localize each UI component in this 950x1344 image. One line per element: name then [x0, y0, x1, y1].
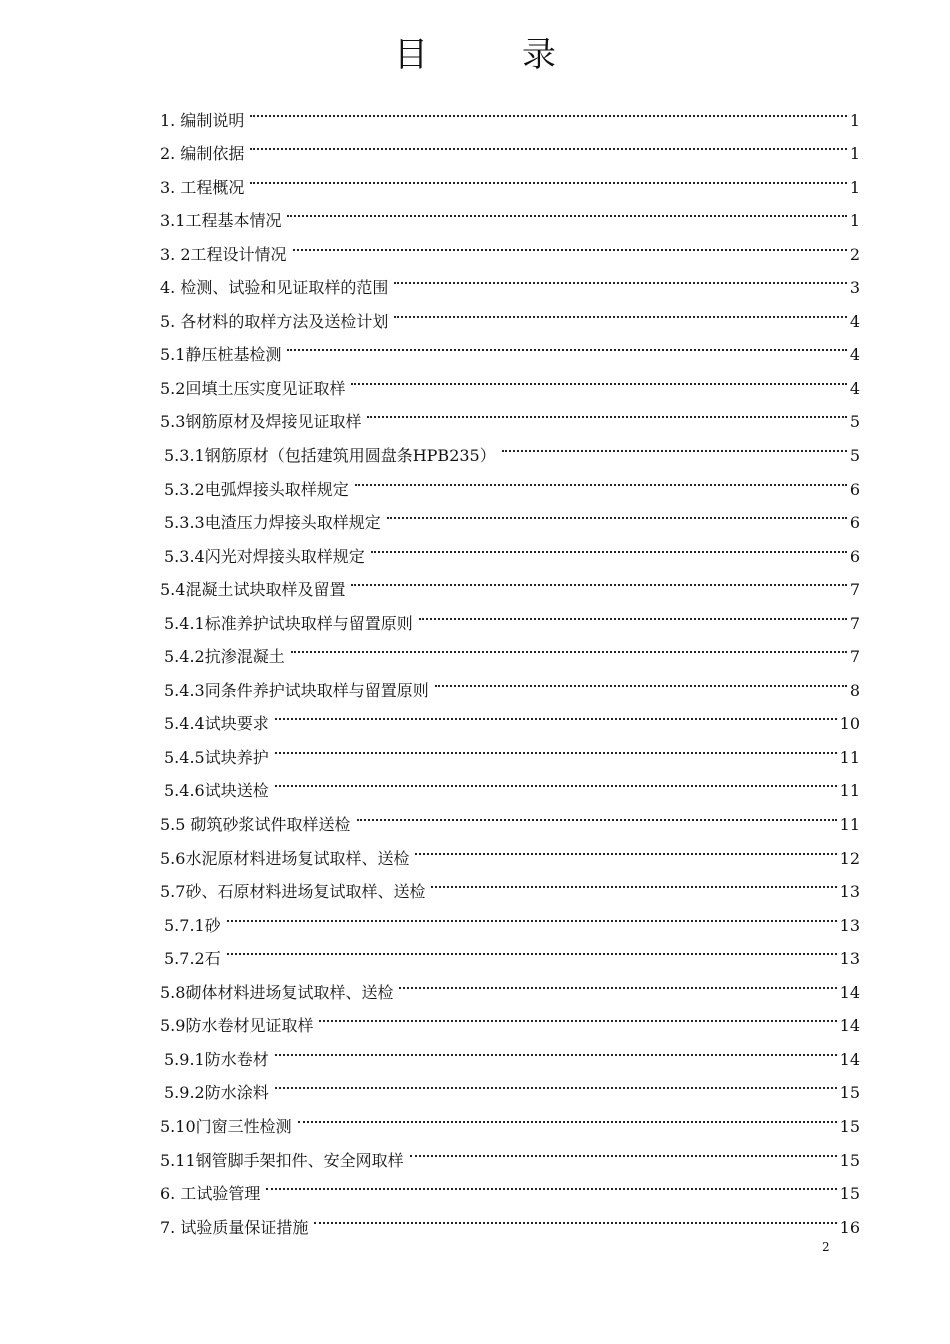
toc-entry-page: 6: [849, 479, 860, 499]
toc-dot-leader: [250, 159, 846, 193]
toc-entry-label: 5.4.1标准养护试块取样与留置原则: [164, 613, 413, 633]
toc-dot-leader: [275, 696, 837, 730]
toc-dot-leader: [435, 662, 847, 696]
toc-entry-label: 4. 检测、试验和见证取样的范围: [160, 278, 389, 298]
toc-dot-leader: [319, 998, 836, 1032]
toc-dot-leader: [275, 763, 837, 797]
toc-entry-page: 1: [849, 110, 860, 130]
toc-entry-page: 8: [849, 680, 860, 700]
toc-dot-leader: [250, 126, 846, 160]
toc-entry-label: 5.3.3电渣压力焊接头取样规定: [164, 513, 381, 533]
toc-entry[interactable]: [160, 964, 860, 1002]
toc-entry-label: 5.9.1防水卷材: [164, 1049, 269, 1069]
toc-entry-label: 5.2回填土压实度见证取样: [160, 378, 346, 398]
toc-dot-leader: [394, 260, 846, 294]
toc-entry-page: 14: [839, 1049, 860, 1069]
toc-dot-leader: [298, 1098, 837, 1132]
toc-entry-page: 16: [839, 1217, 860, 1237]
toc-entry-page: 12: [839, 848, 860, 868]
toc-entry-label: 6. 工试验管理: [160, 1184, 261, 1204]
toc-entry-label: 5.3钢筋原材及焊接见证取样: [160, 412, 362, 432]
toc-dot-leader: [291, 629, 847, 663]
toc-dot-leader: [227, 897, 837, 931]
toc-entry-page: 1: [849, 144, 860, 164]
toc-entry-label: 5.3.1钢筋原材（包括建筑用圆盘条HPB235）: [164, 446, 496, 466]
toc-dot-leader: [399, 964, 836, 998]
toc-entry-label: 5.5 砌筑砂浆试件取样送检: [160, 815, 351, 835]
toc-entry-label: 7. 试验质量保证措施: [160, 1217, 309, 1237]
page-number: 2: [822, 1240, 830, 1254]
toc-entry-label: 5.4.6试块送检: [164, 781, 269, 801]
toc-entry-page: 6: [849, 546, 860, 566]
toc-dot-leader: [275, 1031, 837, 1065]
page-title: 目 录: [394, 35, 586, 75]
toc-entry-page: 13: [839, 882, 860, 902]
toc-entry-page: 1: [849, 211, 860, 231]
toc-entry-label: 5.11钢管脚手架扣件、安全网取样: [160, 1150, 404, 1170]
toc-entry-label: 5. 各材料的取样方法及送检计划: [160, 311, 389, 331]
toc-entry-label: 5.3.4闪光对焊接头取样规定: [164, 546, 365, 566]
toc-entry-label: 5.4.2抗渗混凝土: [164, 647, 285, 667]
toc-entry-label: 5.7.1砂: [164, 915, 221, 935]
toc-entry-page: 13: [839, 949, 860, 969]
toc-dot-leader: [275, 1065, 837, 1099]
toc-entry-page: 7: [849, 647, 860, 667]
toc-dot-leader: [287, 327, 846, 361]
toc-entry-label: 5.4.3同条件养护试块取样与留置原则: [164, 680, 429, 700]
toc-entry-page: 11: [839, 815, 860, 835]
toc-entry-page: 11: [839, 781, 860, 801]
toc-entry-page: 15: [839, 1184, 860, 1204]
toc-entry-label: 5.7砂、石原材料进场复试取样、送检: [160, 882, 426, 902]
toc-entry-page: 14: [839, 982, 860, 1002]
toc-entry-page: 4: [849, 378, 860, 398]
toc-entry-label: 5.3.2电弧焊接头取样规定: [164, 479, 349, 499]
toc-entry-page: 4: [849, 345, 860, 365]
toc-dot-leader: [367, 394, 846, 428]
toc-entry-page: 11: [839, 747, 860, 767]
toc-entry-label: 5.4.5试块养护: [164, 747, 269, 767]
toc-entry-page: 15: [839, 1083, 860, 1103]
toc-dot-leader: [293, 226, 847, 260]
toc-dot-leader: [355, 461, 847, 495]
toc-entry[interactable]: [160, 193, 860, 231]
toc-dot-leader: [419, 595, 847, 629]
toc-entry-label: 5.4.4试块要求: [164, 714, 269, 734]
toc-dot-leader: [410, 1132, 837, 1166]
toc-entry-page: 15: [839, 1116, 860, 1136]
toc-entry-label: 3. 工程概况: [160, 177, 245, 197]
toc-dot-leader: [227, 931, 837, 965]
toc-entry-page: 5: [849, 412, 860, 432]
toc-entry-page: 2: [849, 244, 860, 264]
toc-entry-page: 4: [849, 311, 860, 331]
toc-dot-leader: [371, 528, 847, 562]
toc-dot-leader: [431, 864, 836, 898]
toc-entry[interactable]: [160, 931, 860, 969]
toc-dot-leader: [351, 562, 846, 596]
toc-entry-label: 5.6水泥原材料进场复试取样、送检: [160, 848, 410, 868]
toc-entry-page: 14: [839, 1016, 860, 1036]
toc-dot-leader: [314, 1199, 836, 1233]
toc-entry-label: 3.1工程基本情况: [160, 211, 282, 231]
toc-entry[interactable]: [160, 159, 860, 197]
toc-entry-page: 7: [849, 580, 860, 600]
toc-entry-label: 5.10门窗三性检测: [160, 1116, 292, 1136]
toc-entry-page: 13: [839, 915, 860, 935]
toc-entry-label: 2. 编制依据: [160, 144, 245, 164]
toc-entry-page: 7: [849, 613, 860, 633]
toc-entry-label: 5.8砌体材料进场复试取样、送检: [160, 982, 394, 1002]
toc-entry-page: 15: [839, 1150, 860, 1170]
toc-dot-leader: [415, 830, 836, 864]
toc-dot-leader: [250, 92, 846, 126]
toc-entry[interactable]: [160, 92, 860, 130]
toc-entry-page: 1: [849, 177, 860, 197]
toc-entry-page: 10: [839, 714, 860, 734]
toc-entry-page: 6: [849, 513, 860, 533]
toc-dot-leader: [387, 495, 847, 529]
toc-entry-label: 5.4混凝土试块取样及留置: [160, 580, 346, 600]
toc-entry[interactable]: [160, 126, 860, 164]
toc-dot-leader: [502, 427, 847, 461]
toc-dot-leader: [357, 796, 837, 830]
toc-entry-page: 5: [849, 446, 860, 466]
toc-dot-leader: [287, 193, 846, 227]
toc-dot-leader: [275, 729, 837, 763]
toc-entry-label: 1. 编制说明: [160, 110, 245, 130]
toc-entry[interactable]: [160, 897, 860, 935]
toc-entry-page: 3: [849, 278, 860, 298]
toc-entry-label: 5.9防水卷材见证取样: [160, 1016, 314, 1036]
toc-dot-leader: [394, 293, 846, 327]
toc-dot-leader: [266, 1166, 836, 1200]
toc-entry-label: 5.1静压桩基检测: [160, 345, 282, 365]
toc-entry-label: 5.9.2防水涂料: [164, 1083, 269, 1103]
table-of-contents: [160, 92, 860, 1237]
toc-dot-leader: [351, 360, 846, 394]
toc-entry-label: 3. 2工程设计情况: [160, 244, 287, 264]
toc-entry[interactable]: [160, 1199, 860, 1237]
toc-entry-label: 5.7.2石: [164, 949, 221, 969]
